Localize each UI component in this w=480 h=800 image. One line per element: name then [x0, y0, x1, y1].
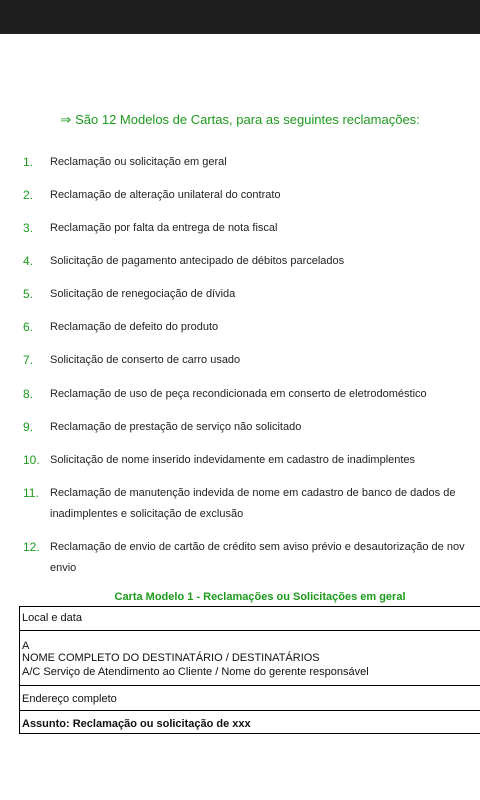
letter-attention: A/C Serviço de Atendimento ao Cliente / Nome do gerente responsável — [22, 666, 369, 678]
item-text: Solicitação de nome inserido indevidamente em cadastro de inadimplentes — [50, 454, 416, 466]
item-text: Reclamação de defeito do produto — [50, 321, 219, 333]
item-number: 7. — [23, 353, 34, 367]
intro-line — [0, 112, 480, 128]
item-text: Reclamação de prestação de serviço não solicitado — [50, 421, 302, 433]
letter-template — [19, 606, 480, 734]
letter-address: Endereço completo — [22, 693, 117, 705]
item-number: 11. — [23, 486, 39, 500]
item-text: Reclamação de envio de cartão de crédito sem aviso prévio e desautorização de nov — [50, 541, 465, 553]
item-number: 6. — [23, 320, 34, 334]
item-number: 9. — [23, 420, 34, 434]
item-text: Solicitação de pagamento antecipado de débitos parcelados — [50, 255, 345, 267]
item-number: 8. — [23, 387, 34, 401]
item-number: 12. — [23, 540, 40, 554]
item-text: Reclamação ou solicitação em geral — [50, 156, 227, 168]
item-number: 4. — [23, 254, 34, 268]
divider — [20, 685, 480, 686]
divider — [20, 630, 480, 631]
letter-recipient: NOME COMPLETO DO DESTINATÁRIO / DESTINATÁRIOS — [22, 652, 320, 664]
top-bar — [0, 0, 480, 34]
item-number: 2. — [23, 188, 34, 202]
letter-to: A — [22, 640, 30, 652]
divider — [20, 710, 480, 711]
item-text-continued: inadimplentes e solicitação de exclusão — [50, 508, 244, 520]
item-number: 10. — [23, 453, 40, 467]
item-text: Reclamação de uso de peça recondicionada em conserto de eletrodoméstico — [50, 388, 427, 400]
letter-model-title: Carta Modelo 1 - Reclamações ou Solicitações em geral — [114, 591, 406, 603]
item-number: 5. — [23, 287, 34, 301]
letter-local-date: Local e data — [22, 612, 82, 624]
item-number: 1. — [23, 155, 34, 169]
item-text: Solicitação de renegociação de dívida — [50, 288, 236, 300]
item-text: Solicitação de conserto de carro usado — [50, 354, 241, 366]
item-text: Reclamação de manutenção indevida de nome em cadastro de banco de dados de — [50, 487, 456, 499]
letter-subject: Assunto: Reclamação ou solicitação de xxx — [22, 718, 251, 730]
intro-text: São 12 Modelos de Cartas, para as seguintes reclamações: — [75, 112, 420, 127]
item-text: Reclamação por falta da entrega de nota fiscal — [50, 222, 278, 234]
item-text: Reclamação de alteração unilateral do contrato — [50, 189, 281, 201]
item-text-continued: envio — [50, 562, 77, 574]
item-number: 3. — [23, 221, 34, 235]
arrow-icon: ⇒ — [60, 112, 72, 127]
